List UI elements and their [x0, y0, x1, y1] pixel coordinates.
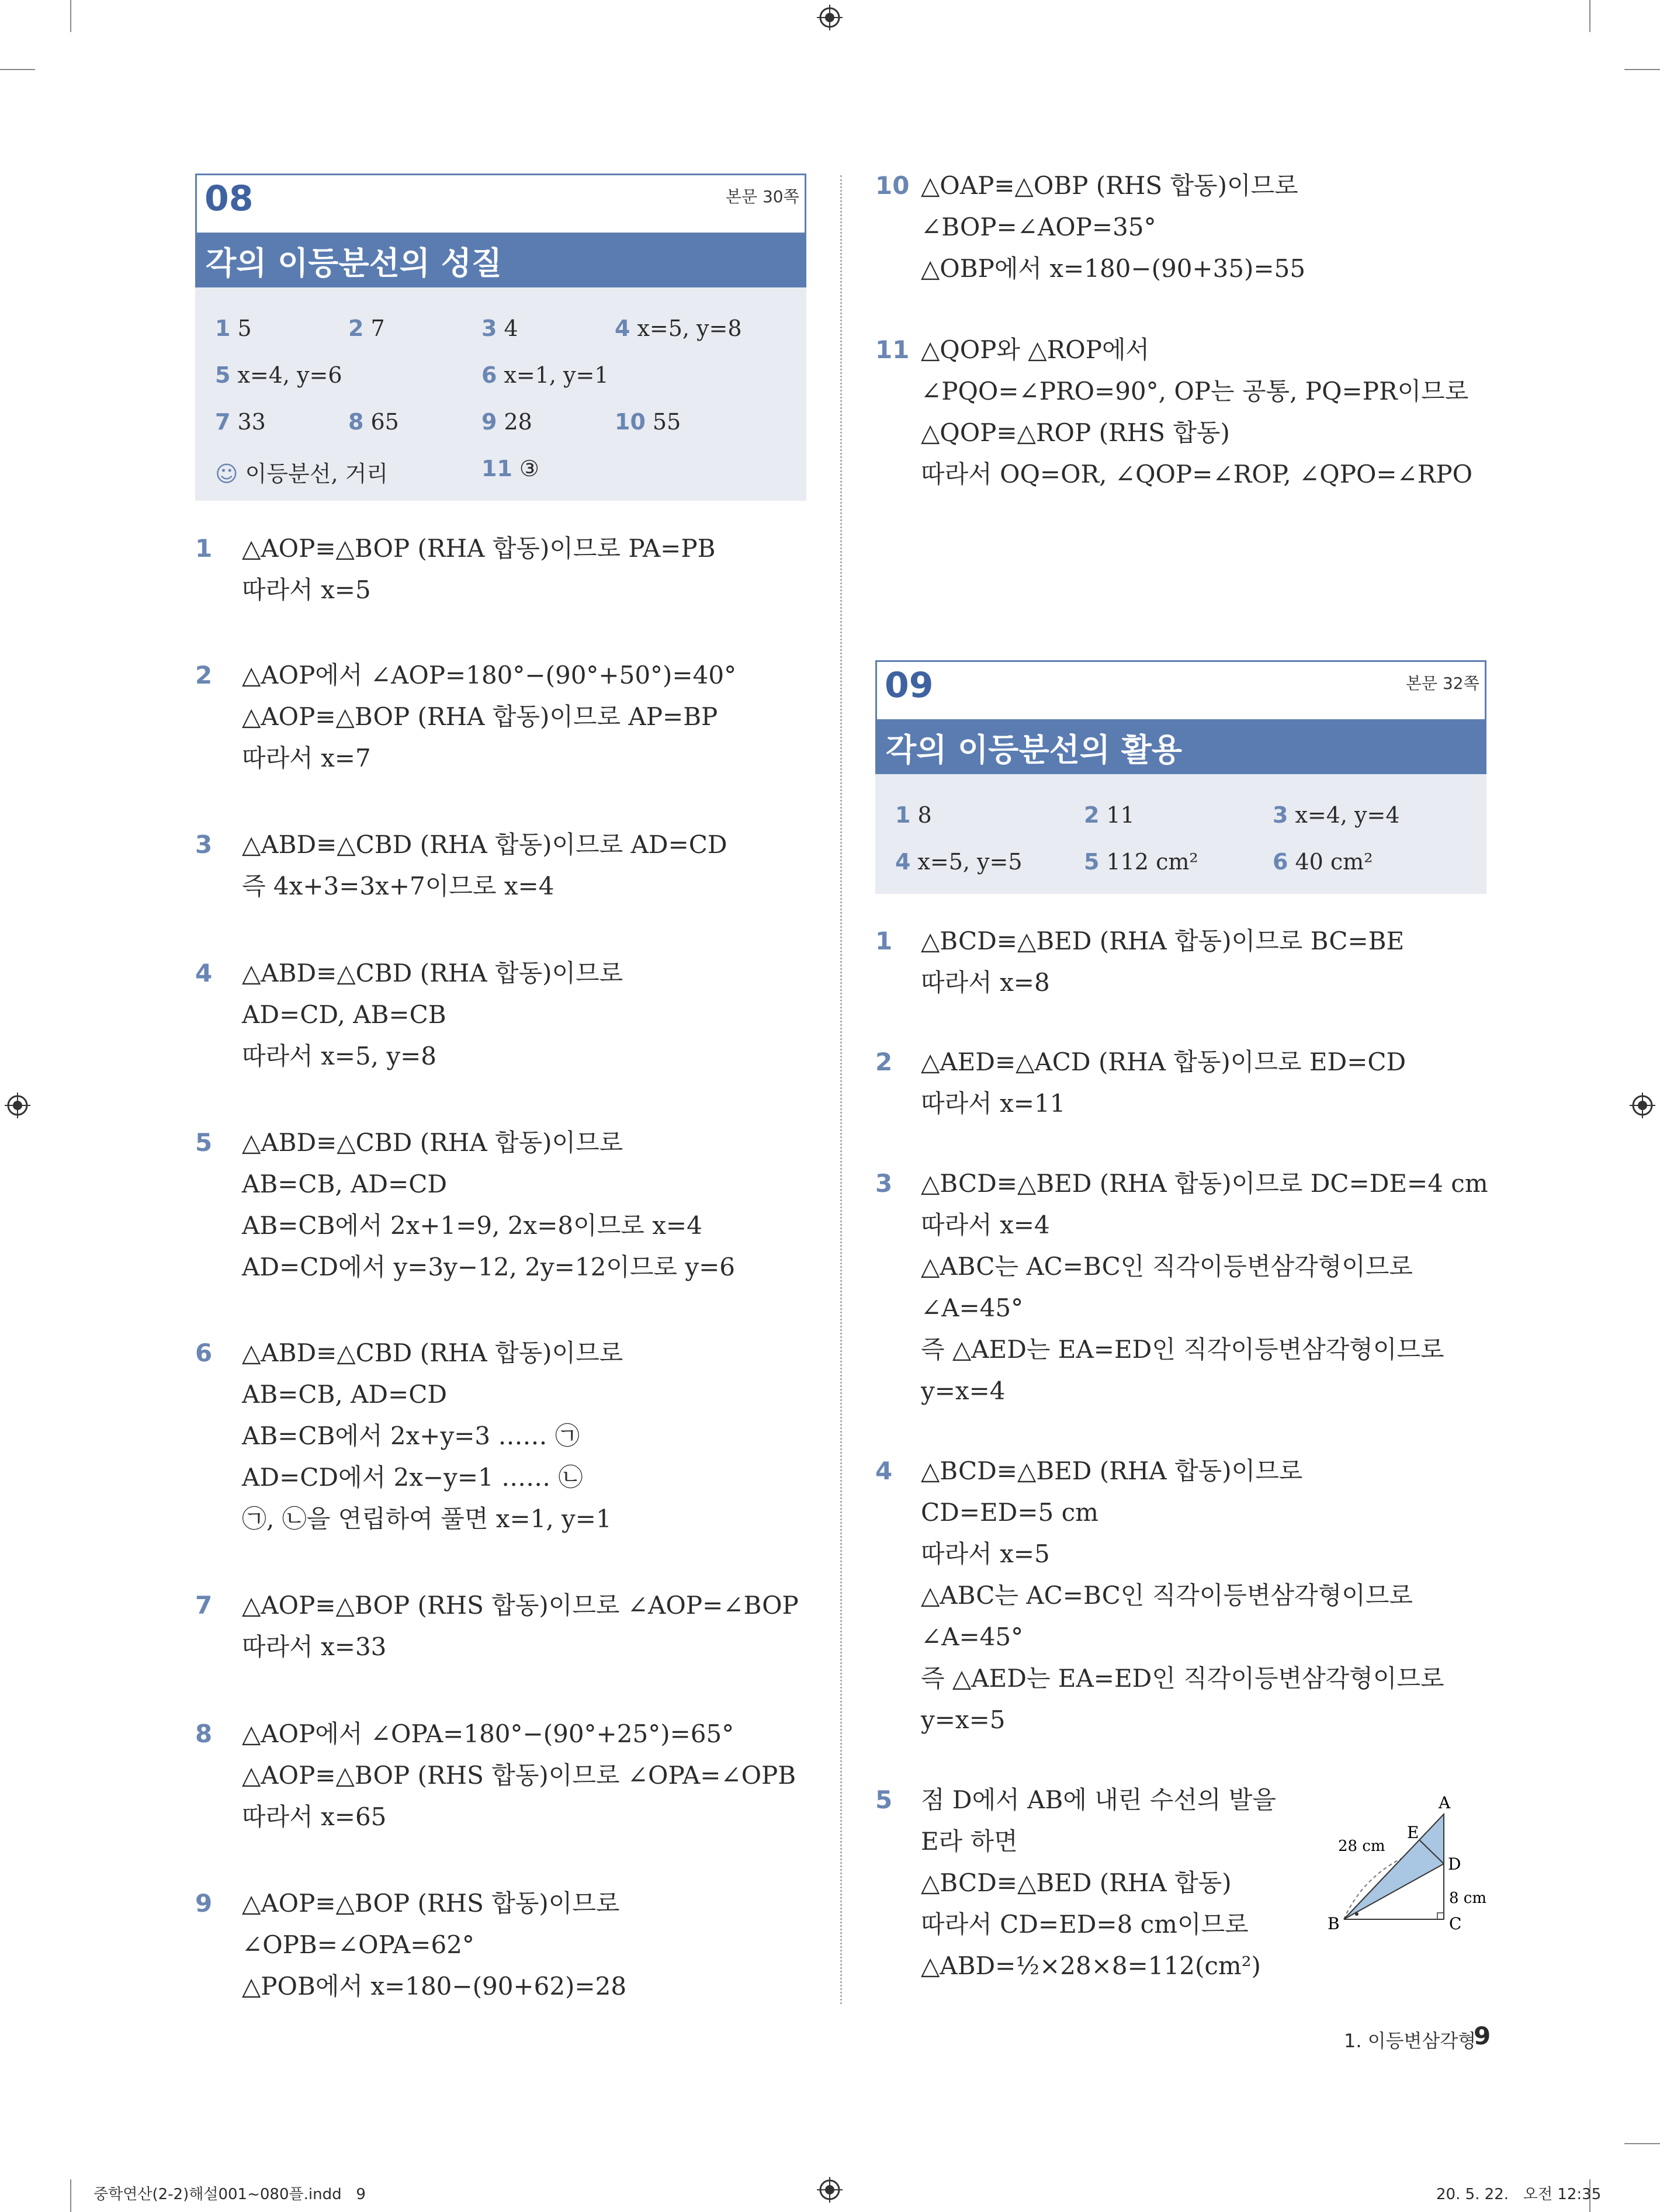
answer-number: 4 — [615, 315, 630, 341]
triangle-figure — [1321, 1782, 1496, 1934]
answer-value: 33 — [237, 409, 266, 435]
solution-line: AB=CB, AD=CD — [242, 1170, 448, 1198]
section-08-ref: 본문 30쪽 — [726, 187, 799, 206]
solution-line: △AOP≡△BOP (RHA 합동)이므로 PA=PB — [242, 534, 716, 563]
answer-number: 10 — [615, 409, 646, 435]
solution-line: 따라서 x=11 — [921, 1089, 1066, 1118]
solution-line: △POB에서 x=180−(90+62)=28 — [242, 1972, 627, 2000]
solution-line: 즉 4x+3=3x+7이므로 x=4 — [242, 872, 555, 900]
answer-number: 3 — [1273, 802, 1288, 828]
solution-line: △QOP≡△ROP (RHS 합동) — [921, 418, 1230, 447]
answer-value: 55 — [652, 409, 681, 435]
solution-line: △AOP에서 ∠AOP=180°−(90°+50°)=40° — [242, 661, 737, 689]
solution-line: △ABD≡△CBD (RHA 합동)이므로 AD=CD — [242, 830, 727, 859]
solution-number: 5 — [875, 1785, 893, 1814]
solution-line: △ABD=½×28×8=112(cm²) — [921, 1951, 1261, 1980]
answer-item — [1273, 802, 1400, 828]
section-09-title: 각의 이등분선의 활용 — [875, 720, 1486, 774]
crop-mark — [0, 69, 35, 70]
solution-number: 10 — [875, 171, 910, 200]
solution-line: AB=CB, AD=CD — [242, 1380, 448, 1409]
fig-length-8: 8 cm — [1449, 1889, 1487, 1907]
registration-mark-icon — [1630, 1093, 1655, 1118]
solution-line: 따라서 x=8 — [921, 968, 1050, 997]
answer-item — [348, 409, 399, 435]
answer-value: 28 — [504, 409, 532, 435]
answer-value: 11 — [1106, 802, 1135, 828]
answer-value: 40 cm² — [1295, 849, 1373, 875]
fig-length-28: 28 cm — [1338, 1837, 1385, 1855]
answer-value: 7 — [370, 315, 385, 341]
answer-number: 9 — [481, 409, 497, 435]
answer-value: x=5, y=8 — [637, 315, 742, 341]
solution-line: CD=ED=5 cm — [921, 1498, 1098, 1527]
solution-line: △ABD≡△CBD (RHA 합동)이므로 — [242, 959, 623, 987]
answer-value: x=5, y=5 — [917, 849, 1023, 875]
answer-number: 11 — [481, 456, 512, 481]
column-divider — [840, 175, 842, 2004]
solution-number: 4 — [195, 959, 213, 987]
solution-number: 1 — [875, 927, 893, 955]
solution-number: 1 — [195, 534, 213, 563]
solution-number: 5 — [195, 1128, 213, 1157]
solution-line: 따라서 CD=ED=8 cm이므로 — [921, 1910, 1249, 1939]
answer-item — [215, 362, 342, 388]
solution-line: △AOP≡△BOP (RHS 합동)이므로 ∠AOP=∠BOP — [242, 1591, 799, 1620]
crop-mark — [70, 2179, 71, 2212]
answer-item — [615, 409, 681, 435]
section-08-header — [195, 174, 806, 234]
section-09-number: 09 — [885, 665, 934, 706]
fig-label-a: A — [1439, 1793, 1451, 1812]
solution-line: △ABD≡△CBD (RHA 합동)이므로 — [242, 1339, 623, 1367]
answer-item — [348, 315, 385, 341]
fig-label-c: C — [1449, 1914, 1462, 1933]
answer-item — [481, 409, 532, 435]
solution-line: △ABC는 AC=BC인 직각이등변삼각형이므로 — [921, 1252, 1413, 1281]
crop-mark — [1624, 69, 1660, 70]
solution-line: AD=CD, AB=CB — [242, 1000, 446, 1029]
chapter-label: 1. 이등변삼각형 — [1344, 2030, 1477, 2052]
solution-line: △AOP에서 ∠OPA=180°−(90°+25°)=65° — [242, 1719, 734, 1748]
solution-line: y=x=5 — [921, 1705, 1006, 1734]
answer-value: x=1, y=1 — [504, 362, 609, 388]
answer-number: 4 — [895, 849, 911, 875]
answer-number: 5 — [215, 362, 231, 388]
answer-number: 6 — [1273, 849, 1288, 875]
crop-mark — [70, 0, 71, 32]
solution-line: △AOP≡△BOP (RHS 합동)이므로 ∠OPA=∠OPB — [242, 1761, 796, 1790]
answer-number: 6 — [481, 362, 497, 388]
answer-item — [481, 456, 539, 481]
solution-line: △AED≡△ACD (RHA 합동)이므로 ED=CD — [921, 1048, 1406, 1076]
registration-mark-icon — [817, 5, 843, 30]
registration-mark-icon — [5, 1093, 30, 1118]
crop-mark — [1624, 2143, 1660, 2144]
solution-line: △AOP≡△BOP (RHS 합동)이므로 — [242, 1889, 620, 1918]
solution-line: 즉 △AED는 EA=ED인 직각이등변삼각형이므로 — [921, 1664, 1444, 1693]
answer-item — [895, 849, 1023, 875]
solution-line: △ABC는 AC=BC인 직각이등변삼각형이므로 — [921, 1581, 1413, 1610]
answer-item — [215, 456, 388, 488]
solution-line: △OBP에서 x=180−(90+35)=55 — [921, 254, 1306, 283]
answer-value: 112 cm² — [1106, 849, 1198, 875]
solution-line: △BCD≡△BED (RHA 합동)이므로 DC=DE=4 cm — [921, 1169, 1488, 1198]
solution-number: 2 — [875, 1048, 893, 1076]
answer-item — [1084, 802, 1135, 828]
answer-value: 8 — [917, 802, 932, 828]
solution-line: △BCD≡△BED (RHA 합동) — [921, 1868, 1232, 1897]
solution-line: 따라서 OQ=OR, ∠QOP=∠ROP, ∠QPO=∠RPO — [921, 460, 1473, 488]
solution-line: AB=CB에서 2x+1=9, 2x=8이므로 x=4 — [242, 1211, 702, 1240]
fig-label-e: E — [1407, 1823, 1419, 1842]
solution-line: 따라서 x=65 — [242, 1802, 387, 1831]
answer-item — [1273, 849, 1373, 875]
answer-item — [895, 802, 932, 828]
solution-line: ∠OPB=∠OPA=62° — [242, 1930, 474, 1959]
answer-number: 2 — [348, 315, 364, 341]
section-08-number: 08 — [205, 178, 254, 219]
answer-value: x=4, y=6 — [237, 362, 342, 388]
answer-item — [481, 362, 609, 388]
solution-line: 즉 △AED는 EA=ED인 직각이등변삼각형이므로 — [921, 1335, 1444, 1364]
solution-line: ∠A=45° — [921, 1622, 1024, 1651]
page-number: 9 — [1474, 2022, 1491, 2050]
answer-number: 3 — [481, 315, 497, 341]
answer-number: ☺ — [215, 461, 238, 487]
solution-number: 2 — [195, 661, 213, 689]
solution-number: 3 — [195, 830, 213, 859]
solution-line: ∠A=45° — [921, 1294, 1024, 1322]
answer-number: 5 — [1084, 849, 1100, 875]
fig-label-d: D — [1448, 1854, 1461, 1874]
solution-line: E라 하면 — [921, 1827, 1018, 1856]
crop-mark — [1589, 0, 1590, 32]
answer-item — [481, 315, 518, 341]
solution-number: 3 — [875, 1169, 893, 1198]
fig-label-b: B — [1328, 1914, 1340, 1933]
solution-line: ∠PQO=∠PRO=90°, OP는 공통, PQ=PR이므로 — [921, 377, 1469, 405]
solution-line: AD=CD에서 2x−y=1 …… ㉡ — [242, 1463, 583, 1492]
solution-line: AB=CB에서 2x+y=3 …… ㉠ — [242, 1421, 580, 1450]
print-timestamp: 20. 5. 22. 오전 12:35 — [1436, 2186, 1602, 2203]
solution-line: 따라서 x=5 — [921, 1540, 1050, 1568]
solution-line: 따라서 x=7 — [242, 744, 371, 772]
solution-number: 6 — [195, 1339, 213, 1367]
answer-item — [1084, 849, 1198, 875]
solution-line: 따라서 x=33 — [242, 1632, 387, 1661]
solution-line: △ABD≡△CBD (RHA 합동)이므로 — [242, 1128, 623, 1157]
solution-line: ∠BOP=∠AOP=35° — [921, 213, 1156, 241]
solution-line: 따라서 x=4 — [921, 1211, 1050, 1239]
answer-item — [215, 315, 252, 341]
answer-item — [615, 315, 742, 341]
solution-line: △QOP와 △ROP에서 — [921, 335, 1150, 364]
answer-value: ③ — [519, 456, 539, 481]
solution-number: 8 — [195, 1719, 213, 1748]
solution-number: 4 — [875, 1457, 893, 1485]
answer-value: 이등분선, 거리 — [245, 461, 389, 487]
solution-line: △BCD≡△BED (RHA 합동)이므로 — [921, 1457, 1303, 1485]
answer-value: 65 — [370, 409, 399, 435]
solution-line: 따라서 x=5, y=8 — [242, 1042, 437, 1070]
solution-line: y=x=4 — [921, 1377, 1006, 1405]
section-09-header — [875, 660, 1486, 721]
answer-number: 2 — [1084, 802, 1100, 828]
solution-line: AD=CD에서 y=3y−12, 2y=12이므로 y=6 — [242, 1253, 735, 1281]
answer-number: 7 — [215, 409, 231, 435]
answer-number: 8 — [348, 409, 364, 435]
solution-number: 9 — [195, 1889, 213, 1918]
solution-line: 점 D에서 AB에 내린 수선의 발을 — [921, 1785, 1276, 1814]
solution-number: 11 — [875, 335, 910, 364]
section-08-title: 각의 이등분선의 성질 — [195, 234, 806, 287]
answer-item — [215, 409, 266, 435]
section-09-answers — [875, 774, 1486, 894]
solution-line: ㉠, ㉡을 연립하여 풀면 x=1, y=1 — [242, 1504, 612, 1533]
solution-line: △BCD≡△BED (RHA 합동)이므로 BC=BE — [921, 927, 1405, 955]
file-info: 중학연산(2-2)해설001~080플.indd 9 — [93, 2186, 366, 2203]
registration-mark-icon — [817, 2177, 843, 2203]
section-09-ref: 본문 32쪽 — [1406, 674, 1479, 693]
answer-value: 4 — [504, 315, 518, 341]
solution-number: 7 — [195, 1591, 213, 1620]
solution-line: △OAP≡△OBP (RHS 합동)이므로 — [921, 171, 1298, 200]
solution-line: △AOP≡△BOP (RHA 합동)이므로 AP=BP — [242, 702, 718, 731]
answer-value: 5 — [237, 315, 252, 341]
solution-line: 따라서 x=5 — [242, 575, 371, 604]
answer-value: x=4, y=4 — [1295, 802, 1400, 828]
answer-number: 1 — [895, 802, 911, 828]
answer-number: 1 — [215, 315, 231, 341]
